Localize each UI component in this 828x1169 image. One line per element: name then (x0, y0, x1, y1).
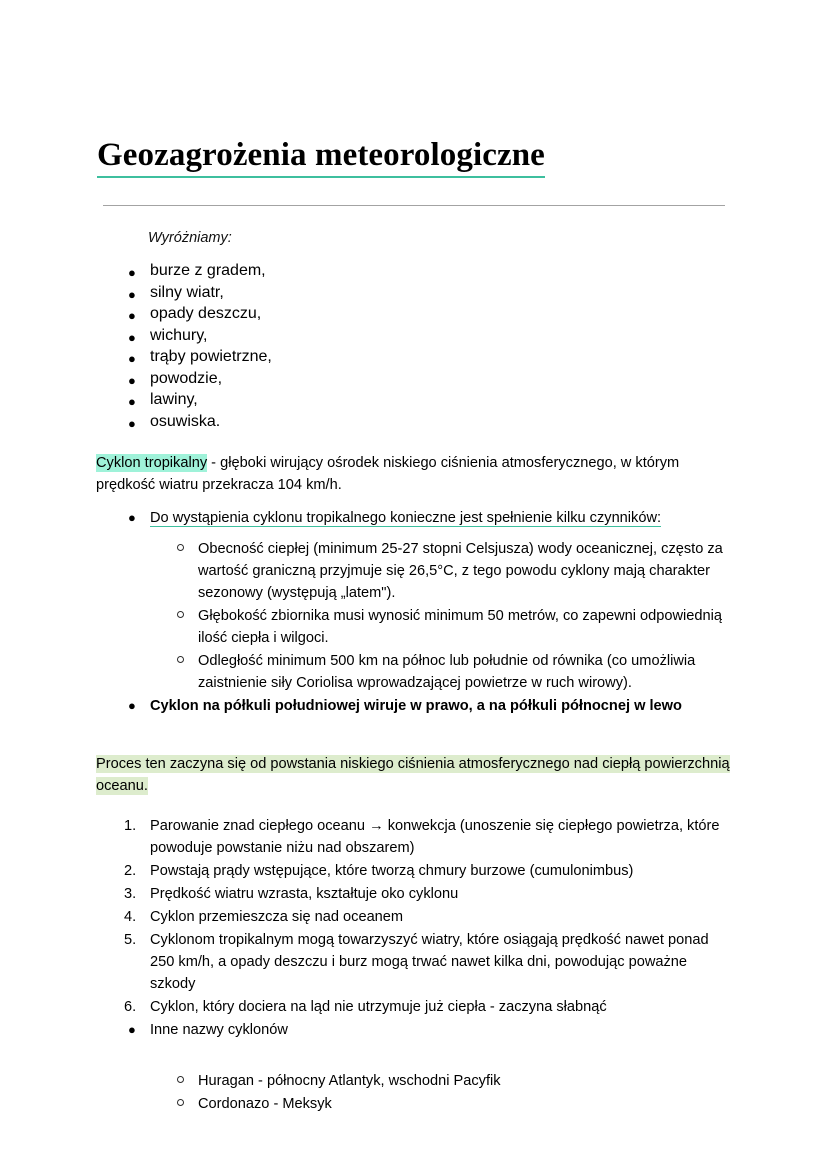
list-item-label: powodzie, (150, 369, 223, 387)
definition-term-highlight: Cyklon tropikalny (96, 455, 208, 471)
list-number: 1. (124, 818, 137, 834)
other-names-list (0, 1070, 828, 1115)
list-item-label: burze z gradem, (150, 262, 266, 279)
list-item-label: Głębokość zbiornika musi wynosić minimum 50 metrów, co zapewni odpowiednią ilość ciepła i wilgoci. (198, 608, 722, 646)
page-title: Geozagrożenia meteorologiczne (97, 135, 545, 178)
conditions-heading-list (0, 507, 828, 529)
circle-bullet-icon (177, 1076, 184, 1083)
list-item-label: Cyklonom tropikalnym mogą towarzyszyć wiatry, które osiągają prędkość nawet ponad 250 km/h, a opady deszczu i burz mogą trwać nawet kilka dni, powodując poważne szkody (150, 932, 709, 992)
list-item-label: Parowanie znad ciepłego oceanu → konwekcja (unoszenie się ciepłego powietrza, które powoduje powstanie niżu nad obszarem) (150, 818, 720, 856)
spacer (0, 496, 828, 507)
list-item (0, 1093, 828, 1115)
list-item (0, 348, 828, 366)
rotation-note-list (0, 695, 828, 717)
conditions-list (0, 538, 828, 694)
list-item (0, 284, 828, 302)
list-number: 6. (124, 999, 137, 1015)
list-item-label: osuwiska. (150, 412, 221, 430)
list-item-label: trąby powietrzne, (150, 348, 272, 365)
spacer (0, 797, 828, 815)
list-item-label: silny wiatr, (150, 283, 224, 301)
spacer (0, 531, 828, 538)
spacer (0, 719, 828, 753)
list-item-label: Obecność ciepłej (minimum 25-27 stopni Celsjusza) wody oceanicznej, często za wartość graniczną przyjmuje się 26,5°C, z tego powodu cyklony mają charakter sezonowy (występują „latem"). (198, 541, 723, 601)
document-body (0, 228, 828, 1116)
intro-label: Wyróżniamy: (148, 230, 232, 246)
list-item (0, 1070, 828, 1092)
disc-bullet-icon: ● (128, 698, 136, 713)
list-item (0, 327, 828, 345)
list-item-label: wichury, (150, 326, 208, 344)
list-item-label: Cyklon, który dociera na ląd nie utrzymuje już ciepła - zaczyna słabnąć (150, 999, 607, 1015)
circle-bullet-icon (177, 544, 184, 551)
disc-bullet-icon: ● (128, 351, 136, 366)
circle-bullet-icon (177, 1099, 184, 1106)
list-item (0, 262, 828, 280)
list-item (0, 815, 828, 859)
disc-bullet-icon: ● (128, 415, 136, 431)
list-item-label: Powstają prądy wstępujące, które tworzą chmury burzowe (cumulonimbus) (150, 863, 634, 879)
list-item-label: Cyklon przemieszcza się nad oceanem (150, 909, 404, 925)
circle-bullet-icon (177, 656, 184, 663)
list-item (0, 538, 828, 604)
conditions-heading-wrapper (150, 507, 732, 529)
list-number: 4. (124, 909, 137, 925)
disc-bullet-icon: ● (128, 510, 136, 525)
list-item (0, 605, 828, 649)
list-item (0, 391, 828, 409)
process-intro-paragraph (96, 753, 730, 797)
list-item (0, 507, 828, 529)
list-number: 5. (124, 932, 137, 948)
disc-bullet-icon: ● (128, 286, 136, 302)
list-item-label: Odległość minimum 500 km na północ lub południe od równika (co umożliwia zaistnienie siły Coriolisa wprowadzającej powietrze w ruch wirowy). (198, 653, 696, 691)
process-intro-highlight: Proces ten zaczyna się od powstania niskiego ciśnienia atmosferycznego nad ciepłą powierzchnią oceanu. (96, 756, 730, 794)
circle-bullet-icon (177, 611, 184, 618)
list-item (0, 413, 828, 431)
hazards-list (0, 262, 828, 431)
list-item-label: Huragan - północny Atlantyk, wschodni Pacyfik (198, 1073, 501, 1089)
list-item (0, 305, 828, 323)
list-item (0, 1019, 828, 1041)
spacer (0, 1043, 828, 1070)
disc-bullet-icon: ● (128, 372, 136, 388)
other-names-heading-list (0, 1019, 828, 1041)
list-item (0, 370, 828, 388)
list-number: 3. (124, 886, 137, 902)
horizontal-rule-divider (103, 205, 725, 206)
definition-text: - głęboki wirujący ośrodek niskiego ciśnienia atmosferycznego, w którym prędkość wiatru przekracza 104 km/h. (96, 455, 680, 493)
process-steps-list (0, 815, 828, 1018)
rotation-note: Cyklon na półkuli południowej wiruje w prawo, a na półkuli północnej w lewo (150, 698, 682, 714)
disc-bullet-icon: ● (128, 308, 136, 323)
list-item (0, 929, 828, 995)
disc-bullet-icon: ● (128, 329, 136, 345)
list-item (0, 883, 828, 905)
definition-paragraph (96, 452, 730, 496)
disc-bullet-icon: ● (128, 265, 136, 280)
list-number: 2. (124, 863, 137, 879)
list-item-label: opady deszczu, (150, 305, 262, 322)
list-item (0, 860, 828, 882)
list-item (0, 906, 828, 928)
disc-bullet-icon: ● (128, 1022, 136, 1037)
disc-bullet-icon: ● (128, 394, 136, 409)
list-item-label: Prędkość wiatru wzrasta, kształtuje oko cyklonu (150, 886, 459, 902)
list-item-label: lawiny, (150, 391, 198, 408)
list-item (0, 695, 828, 717)
list-item-label: Cordonazo - Meksyk (198, 1096, 332, 1112)
list-item (0, 996, 828, 1018)
other-names-heading: Inne nazwy cyklonów (150, 1022, 288, 1038)
list-item (0, 650, 828, 694)
spacer (0, 434, 828, 452)
page-title-container (97, 135, 737, 178)
conditions-heading: Do wystąpienia cyklonu tropikalnego konieczne jest spełnienie kilku czynników: (150, 510, 662, 526)
